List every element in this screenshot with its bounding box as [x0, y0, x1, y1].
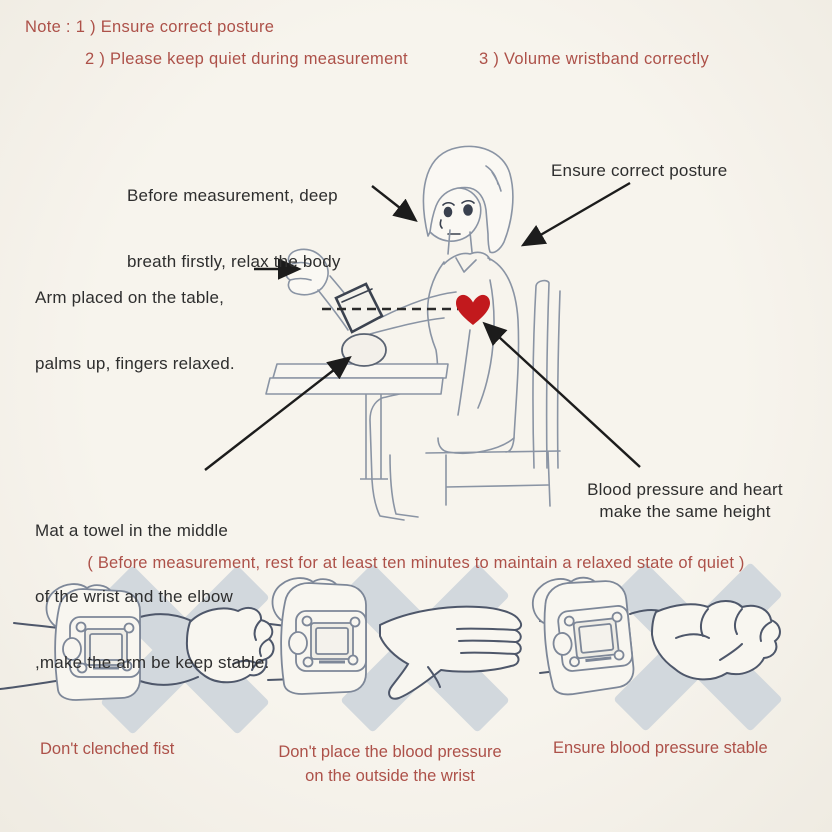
callout-deep-breath-line1: Before measurement, deep	[127, 186, 338, 205]
arrow-posture	[525, 183, 630, 244]
note-line-1: Note : 1 ) Ensure correct posture	[25, 18, 275, 36]
arrow-breath	[372, 186, 414, 219]
chair-drawing	[426, 281, 560, 506]
caption-dont-place-outside-line1: Don't place the blood pressure	[278, 743, 502, 761]
callout-towel-line3: ,make the arm be keep stable.	[35, 653, 270, 672]
towel-drawing	[342, 334, 386, 366]
callout-arm-on-table	[35, 243, 235, 397]
callout-deep-breath-line2: breath firstly, relax the body	[127, 252, 341, 271]
note-item-2: 2 ) Please keep quiet during measurement	[85, 50, 408, 68]
warning-keep-stable-drawing	[530, 562, 782, 732]
wrist-monitor-icon	[272, 578, 366, 694]
warning-outside-wrist-drawing	[268, 563, 521, 733]
caption-dont-place-outside	[240, 740, 540, 788]
wrist-monitor-icon	[530, 572, 635, 697]
person-drawing	[370, 146, 560, 520]
table-drawing	[266, 364, 448, 479]
callout-heart-line1: Blood pressure and heart	[587, 480, 783, 499]
note-item-3: 3 ) Volume wristband correctly	[479, 50, 710, 68]
callout-towel-line2: of the wrist and the elbow	[35, 587, 233, 606]
heart-icon	[456, 295, 490, 325]
caption-dont-place-outside-line2: on the outside the wrist	[305, 767, 475, 785]
callout-towel-line1: Mat a towel in the middle	[35, 521, 229, 540]
rest-before-measurement-note: ( Before measurement, rest for at least ten minutes to maintain a relaxed state of quiet )	[87, 554, 745, 572]
callout-towel	[35, 476, 269, 696]
callout-heart-height	[560, 479, 810, 523]
caption-ensure-stable: Ensure blood pressure stable	[553, 739, 768, 757]
arrow-heart	[486, 325, 640, 467]
callout-correct-posture: Ensure correct posture	[551, 161, 728, 180]
callout-heart-line2: make the same height	[599, 502, 771, 521]
caption-dont-clench-fist: Don't clenched fist	[40, 740, 175, 758]
callout-arm-line1: Arm placed on the table,	[35, 288, 225, 307]
callout-arm-line2: palms up, fingers relaxed.	[35, 354, 235, 373]
